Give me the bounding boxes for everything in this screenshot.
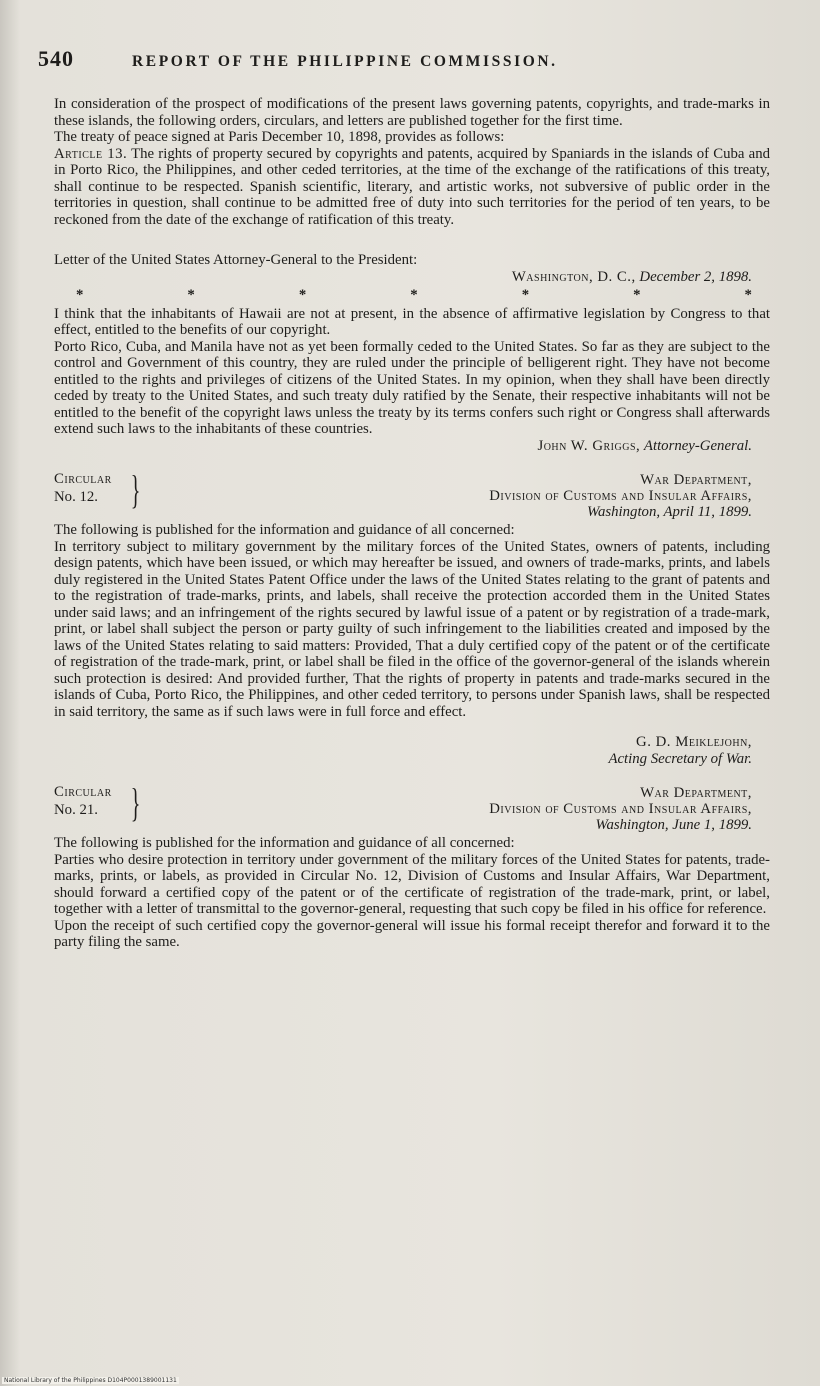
circular-number-block xyxy=(54,783,112,819)
asterisk: * xyxy=(521,287,530,303)
circular-date: Washington, April 11, 1899. xyxy=(587,504,752,520)
letter-paragraph-2: Porto Rico, Cuba, and Manila have not as yet been formally ceded to the United States. So far as they are subject to the control and Government of this country, they are ruled under the principle of belligerent right. They have not become entitled to the rights and privileges of citizens of the United States. In my opinion, when they shall have been directly ceded by treaty to the United States, and such treaty duly ratified by the Senate, their respective inhabitants will not be entitled to the benefit of the copyright laws unless the treaty by its terms confers such right or Congress shall afterwards extend such laws to the inhabitants of these countries. xyxy=(54,338,770,437)
circular-date: Washington, June 1, 1899. xyxy=(595,817,752,833)
circular-label: Circular xyxy=(54,784,112,800)
asterisk: * xyxy=(633,287,641,303)
page-header xyxy=(38,46,773,72)
circular-number: No. 12. xyxy=(54,489,98,505)
page-number: 540 xyxy=(38,46,74,71)
circular-12-signature-title xyxy=(54,751,752,768)
letter-dateline-date: December 2, 1898. xyxy=(639,268,752,285)
intro-paragraph: In consideration of the prospect of modifications of the present laws governing patents, copyrights, and trade-marks in these islands, the following orders, circulars, and letters are published together for the first time. xyxy=(54,96,770,129)
asterisk: * xyxy=(76,287,84,303)
body-text xyxy=(54,96,770,951)
letter-title: Letter of the United States Attorney-General to the President: xyxy=(54,252,418,268)
circular-label: Circular xyxy=(54,471,112,487)
circular-12-intro: The following is published for the information and guidance of all concerned: xyxy=(54,522,515,538)
department: War Department, xyxy=(640,785,752,801)
brace-icon: } xyxy=(130,467,141,512)
signature-name: G. D. Meiklejohn, xyxy=(636,734,752,750)
letter-signature xyxy=(54,438,752,455)
treaty-intro: The treaty of peace signed at Paris December 10, 1898, provides as follows: xyxy=(54,129,505,145)
circular-number-block xyxy=(54,470,112,506)
article-text: The rights of property secured by copyrights and patents, acquired by Spaniards in the islands of Cuba and in Porto Rico, the Philippines, and other ceded territories, at the time of the exchange of the ratifications of this treaty, shall continue to be respected. Spanish scientific, literary, and artistic works, not subversive of public order in the territories in question, shall continue to be admitted free of duty into such territories for the period of ten years, to be reckoned from the date of the exchange of ratification of this treaty. xyxy=(54,145,770,228)
asterisk: * xyxy=(187,287,195,303)
letter-dateline-place: Washington, D. C., xyxy=(511,268,636,285)
circular-number: No. 21. xyxy=(54,802,98,818)
circular-21-heading xyxy=(54,780,770,835)
letter-dateline xyxy=(54,269,752,286)
article-label: Article 13. xyxy=(54,145,128,162)
running-head: REPORT OF THE PHILIPPINE COMMISSION. xyxy=(132,53,558,70)
scan-credit: National Library of the Philippines D104P0001389001131 xyxy=(4,1377,177,1384)
division: Division of Customs and Insular Affairs, xyxy=(489,488,752,504)
asterisk: * xyxy=(410,287,418,303)
circular-issuer xyxy=(489,785,752,833)
asterisk: * xyxy=(298,287,307,303)
circular-12-body: In territory subject to military government by the military forces of the United States, owners of patents, including design patents, which have been issued, or which may hereafter be issued, and owners of trade-marks, prints, and labels duly registered in the United States Patent Office under the laws of the United States relating to the grant of patents and to the registration of trade-marks, prints, and labels, shall receive the protection accorded them in the United States under said laws; and an infringement of the rights secured by lawful issue of a patent or by registration of a trade-mark, print, or label shall subject the person or party guilty of such infringement to the liabilities created and imposed by the laws of the United States relating to said matters: Provided, That a duly certified copy of the patent or of the certificate of registration of the trade-mark, print, or label shall be filed in the office of the governor-general of the islands wherein such protection is desired: And provided further, That the rights of property in patents and trade-marks secured in the islands of Cuba, Porto Rico, the Philippines, and other ceded territory, to persons under Spanish laws, shall be respected in said territory, the same as if such laws were in full force and effect. xyxy=(54,538,770,720)
ellipsis-asterisks xyxy=(54,285,770,306)
division: Division of Customs and Insular Affairs, xyxy=(489,801,752,817)
brace-icon: } xyxy=(130,780,141,825)
circular-issuer xyxy=(489,472,752,520)
article-13 xyxy=(54,146,770,229)
signature-name: John W. Griggs, xyxy=(537,437,641,454)
circular-21-intro: The following is published for the information and guidance of all concerned: xyxy=(54,835,515,851)
signature-title: Attorney-General. xyxy=(643,437,752,454)
circular-12-signature-name xyxy=(54,734,752,751)
letter-paragraph-1: I think that the inhabitants of Hawaii are not at present, in the absence of affirmative legislation by Congress to that effect, entitled to the benefits of our copyright. xyxy=(54,305,770,338)
circular-21-body-1: Parties who desire protection in territory under government of the military forces of the United States for patents, trade-marks, prints, or labels, as provided in Circular No. 12, Division of Customs and Insular Affairs, War Department, should forward a certified copy of the patent or of the certificate of registration of the trade-mark, print, or label, together with a letter of transmittal to the governor-general, requesting that such copy be filed in his office for reference. xyxy=(54,851,770,917)
circular-21-body-2: Upon the receipt of such certified copy the governor-general will issue his formal receipt therefor and forward it to the party filing the same. xyxy=(54,917,770,950)
signature-title: Acting Secretary of War. xyxy=(608,750,752,767)
circular-12-heading xyxy=(54,467,770,522)
asterisk: * xyxy=(744,287,752,303)
department: War Department, xyxy=(640,472,752,488)
